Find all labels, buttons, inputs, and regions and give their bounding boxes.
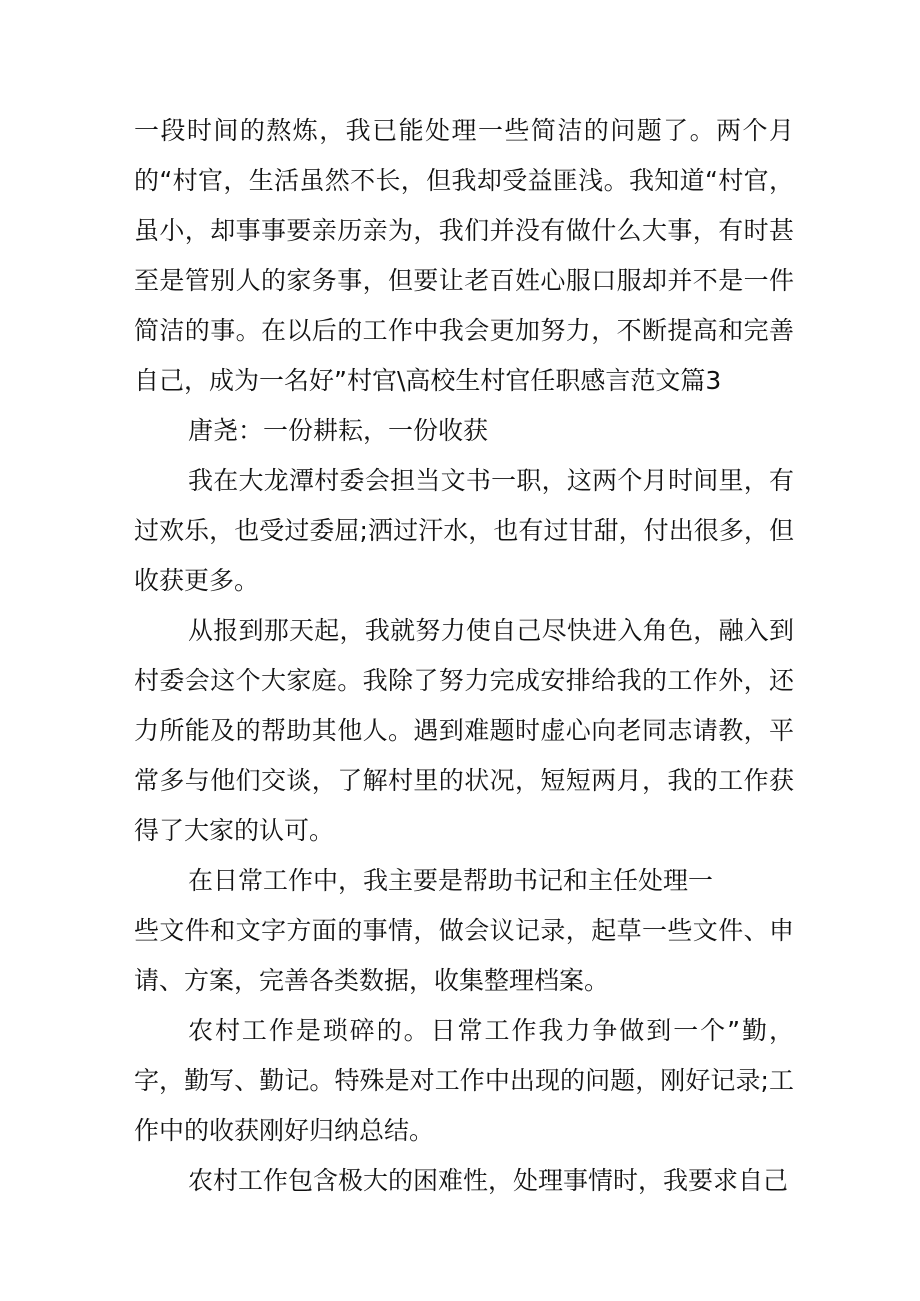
paragraph-8: 农村工作包含极大的困难性，处理事情时，我要求自己	[188, 1166, 789, 1195]
paragraph-6: 些文件和文字方面的事情，做会议记录，起草一些文件、申请、方案，完善各类数据，收集整理档案。	[134, 916, 794, 995]
paragraph-3: 我在大龙潭村委会担当文书一职，这两个月时间里，有过欢乐，也受过委屈;洒过汗水，也有过甘甜，付出很多，但收获更多。	[134, 466, 794, 595]
paragraph-2-heading: 唐尧：一份耕耘，一份收获	[188, 416, 489, 445]
document-body	[134, 106, 794, 1206]
paragraph-5: 在日常工作中，我主要是帮助书记和主任处理一	[188, 866, 714, 895]
paragraph-1: 一段时间的熬炼，我已能处理一些简洁的问题了。两个月的“村官，生活虽然不长，但我却受益匪浅。我知道“村官，虽小，却事事要亲历亲为，我们并没有做什么大事，有时甚至是管别人的家务事，但要让老百姓心服口服却并不是一件简洁的事。在以后的工作中我会更加努力，不断提高和完善自己，成为一名好”村官\高校生村官任职感言范文篇3	[134, 116, 794, 395]
paragraph-7: 农村工作是琐碎的。日常工作我力争做到一个”勤，字，勤写、勤记。特殊是对工作中出现的问题，刚好记录;工作中的收获刚好归纳总结。	[134, 1016, 794, 1145]
paragraph-4: 从报到那天起，我就努力使自己尽快进入角色，融入到村委会这个大家庭。我除了努力完成安排给我的工作外，还力所能及的帮助其他人。遇到难题时虚心向老同志请教，平常多与他们交谈，了解村里的状况，短短两月，我的工作获得了大家的认可。	[134, 616, 794, 845]
